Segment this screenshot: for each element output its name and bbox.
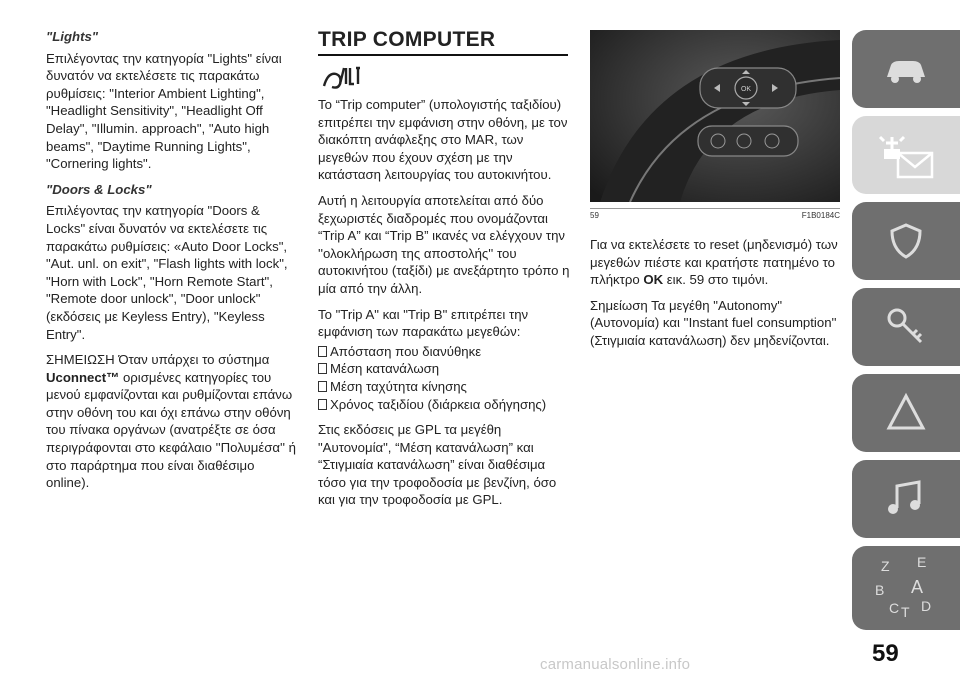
tab-maintenance[interactable] (852, 460, 960, 538)
section-title: TRIP COMPUTER (318, 28, 496, 51)
intro-paragraph: Το “Trip computer” (υπολογιστής ταξιδίου) επιτρέπει την εμφάνιση στην οθόνη, με τον διακόπτη ανάφλεξης στο MAR, των μεγεθών που έχουν σχέση με την κατάσταση λειτουργίας του αυτοκινήτου. (318, 97, 568, 183)
note-paragraph (46, 351, 298, 492)
figure-number: 59 (590, 211, 599, 220)
steering-wheel-figure (590, 30, 840, 202)
tab-starting[interactable] (852, 288, 960, 366)
tab-safety[interactable] (852, 202, 960, 280)
car-icon (881, 49, 931, 89)
note-autonomy-paragraph: Σημείωση Τα μεγέθη "Autonomy" (Αυτονομία) και ''Instant fuel consumption'' (Στιγμιαία κατανάλωση) δεν μηδενίζονται. (590, 297, 837, 348)
warning-light-icon (876, 129, 936, 181)
index-letter: D (921, 598, 932, 614)
tab-vehicle[interactable] (852, 30, 960, 108)
index-letter: E (917, 554, 927, 570)
list-item: Μέση ταχύτητα κίνησης (318, 378, 574, 396)
doors-heading: "Doors & Locks" (46, 181, 152, 197)
music-note-icon (883, 476, 929, 522)
shield-icon (886, 221, 926, 261)
steering-wheel-illustration (590, 30, 840, 202)
note-brand: Uconnect™ (46, 369, 120, 385)
index-letter: A (911, 577, 924, 597)
tab-dashboard[interactable] (852, 116, 960, 194)
lights-body: Επιλέγοντας την κατηγορία "Lights" είναι δυνατόν να εκτελέσετε τις παρακάτω ρυθμίσεις: "Interior Ambient Lighting", "Headlight Sensitivity", "Headlight Off Delay", "Illumin. approach", "Auto high beams", "Daytime Running Lights", "Cornering lights". (46, 50, 282, 172)
index-letter: B (875, 582, 885, 598)
chapter-sidebar (852, 30, 960, 630)
list-item: Μέση κατανάλωση (318, 360, 574, 378)
tab-emergency[interactable] (852, 374, 960, 452)
triangle-icon (883, 390, 929, 436)
watermark-text: carmanualsonline.info (540, 656, 691, 673)
index-letter: T (901, 604, 910, 620)
tab-index[interactable] (852, 546, 960, 630)
column-middle (318, 28, 574, 517)
checkbox-bullet (318, 363, 327, 374)
note-label: ΣΗΜΕΙΩΣΗ (46, 352, 115, 368)
figure-caption (590, 208, 840, 220)
gpl-paragraph: Στις εκδόσεις με GPL τα μεγέθη "Αυτονομία", “Μέση κατανάλωση” και “Στιγμιαία κατανάλωση” είναι διαθέσιμα τόσο για την τροφοδοσία με βενζίνη, όσο και για την τροφοδοσία με GPL. (318, 422, 557, 508)
ok-label: OK (740, 86, 752, 93)
values-intro: Το "Trip A" και "Trip B" επιτρέπει την εμφάνιση των παρακάτω μεγεθών: (318, 306, 529, 340)
list-item: Απόσταση που διανύθηκε (318, 343, 574, 361)
index-letter: C (889, 600, 900, 616)
trips-paragraph: Αυτή η λειτουργία αποτελείται από δύο ξεχωριστές διαδρομές που ονομάζονται “Trip A” και “Trip B” ικανές να ελέγχουν την ''ολοκλήρωση της αποστολής'' του αυτοκινήτου (ταξίδι) με ανεξάρτητο τρόπο η μία από την άλλη. (318, 192, 570, 296)
page-number: 59 (872, 640, 899, 667)
column-right (590, 236, 840, 358)
index-letter: Z (881, 558, 890, 574)
doors-body: Επιλέγοντας την κατηγορία "Doors & Locks" είναι δυνατόν να εκτελέσετε τις παρακάτω ρυθμίσεις: «Auto Door Locks", "Aut. unl. on exit", "Flash lights with lock", "Horn with Lock", "Horn Remote Start", "Remote door unlock", "Door unlock" (εκδόσεις με Keyless Entry), "Keyless Entry". (46, 203, 288, 342)
checkbox-bullet (318, 399, 327, 410)
figure-code: F1B0184C (801, 211, 840, 220)
title-rule (318, 54, 568, 56)
values-list (318, 343, 574, 413)
column-left (46, 28, 298, 500)
checkbox-bullet (318, 346, 327, 357)
note-pre: Όταν υπάρχει το σύστημα (114, 352, 270, 368)
key-icon (883, 304, 929, 350)
note-post: ορισμένες κατηγορίες του μενού εμφανίζονται και ρυθμίζονται επάνω στην οθόνη του και όχι επάνω στην οθόνη του πίνακα οργάνων (ανατρέξτε σε όσα περιγράφονται στο κεφάλαιο ''Πολυμέσα'' ή στο παράρτημα που είναι διαθέσιμο online). (46, 369, 297, 491)
checkbox-bullet (318, 381, 327, 392)
ok-key: OK (643, 272, 664, 288)
alphabet-index-icon (871, 553, 941, 623)
reset-paragraph: Για να εκτελέσετε το reset (μηδενισμό) των μεγεθών πιέστε και κρατήστε πατημένο το πλήκτρο OK εικ. 59 στο τιμόνι. (590, 237, 838, 288)
list-item: Χρόνος ταξιδίου (διάρκεια οδήγησης) (318, 396, 574, 414)
vehicle-setting-icon (320, 62, 364, 92)
lights-heading: "Lights" (46, 29, 99, 44)
